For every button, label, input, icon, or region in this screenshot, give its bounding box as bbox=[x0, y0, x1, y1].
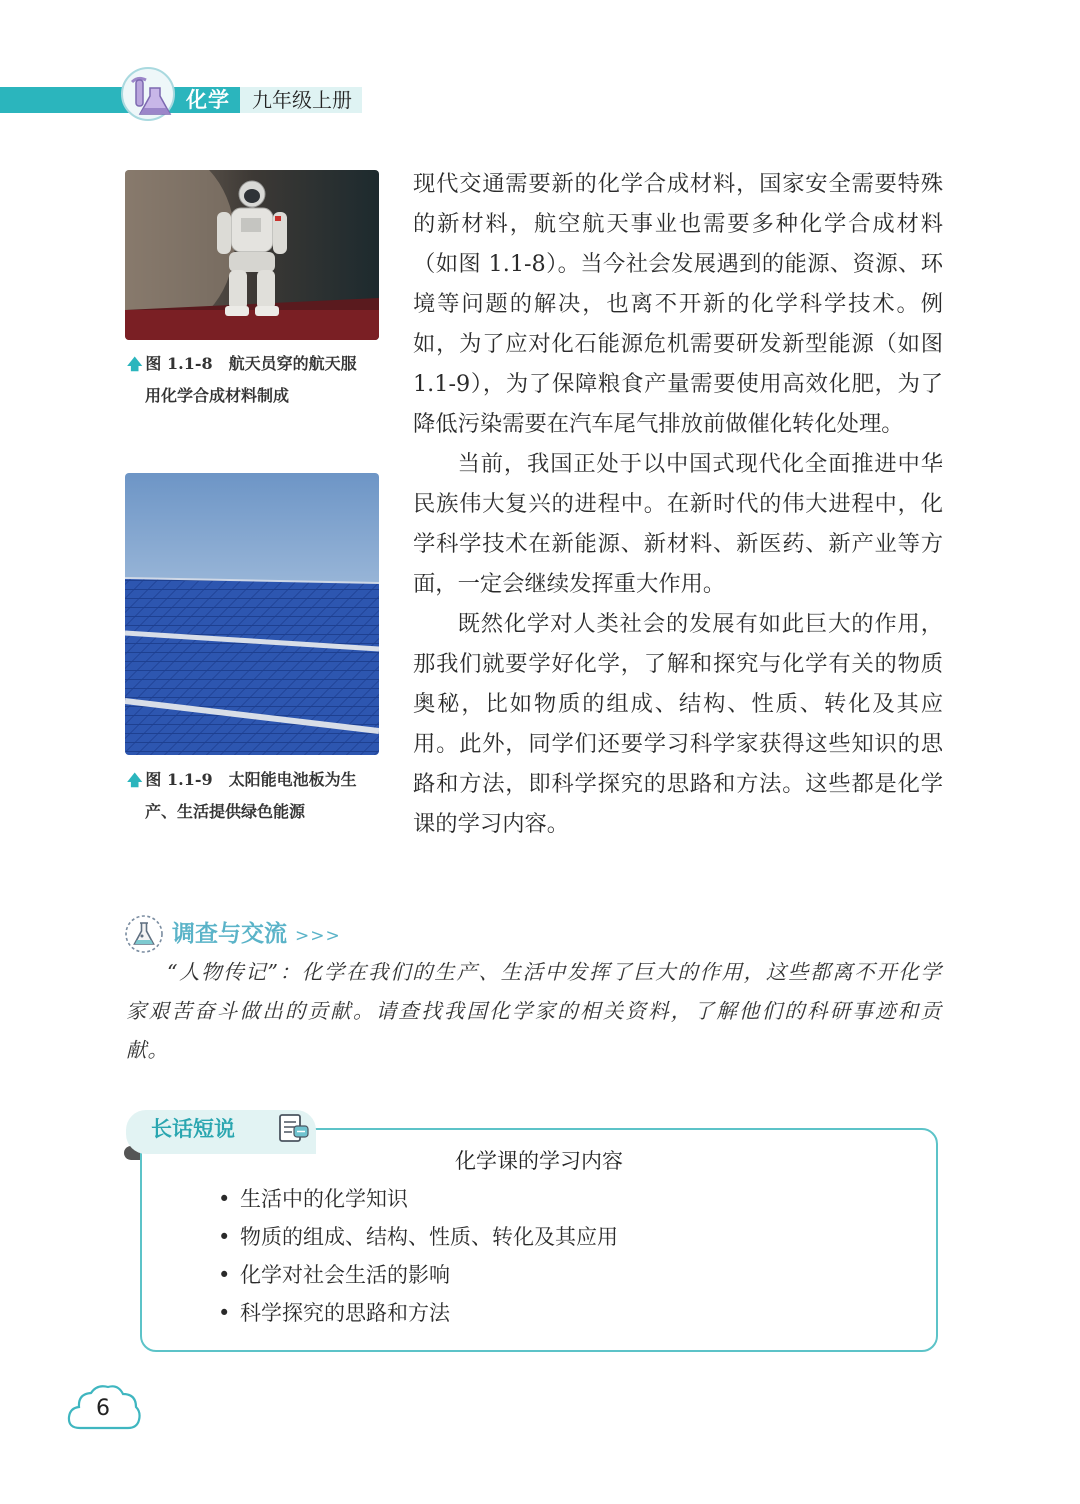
page-number: 6 bbox=[96, 1396, 110, 1421]
subject-label: 化学 bbox=[186, 88, 230, 112]
activity-chevrons: >>> bbox=[295, 926, 341, 946]
flask-icon bbox=[120, 66, 182, 122]
summary-list bbox=[218, 1180, 618, 1332]
caption-line-1: 图 1.1-9 太阳能电池板为生 bbox=[145, 770, 357, 789]
list-item: • 生活中的化学知识 bbox=[218, 1180, 618, 1218]
book-title: 九年级上册 bbox=[252, 88, 352, 112]
book-note-icon bbox=[275, 1110, 311, 1146]
list-item: • 科学探究的思路和方法 bbox=[218, 1294, 618, 1332]
body-text bbox=[413, 164, 943, 844]
figure-caption-2 bbox=[127, 764, 389, 827]
activity-text bbox=[126, 953, 942, 1070]
caption-line-2: 用化学合成材料制成 bbox=[145, 386, 290, 405]
list-item: • 物质的组成、结构、性质、转化及其应用 bbox=[218, 1218, 618, 1256]
flask-circle-icon bbox=[124, 914, 164, 954]
list-item: • 化学对社会生活的影响 bbox=[218, 1256, 618, 1294]
activity-title bbox=[172, 917, 341, 953]
solar-panels-photo bbox=[125, 473, 379, 755]
summary-title: 化学课的学习内容 bbox=[455, 1149, 623, 1173]
summary-label: 长话短说 bbox=[151, 1117, 235, 1141]
caption-arrow-icon: 🡅 bbox=[127, 355, 143, 373]
activity-paragraph: “人物传记”：化学在我们的生产、生活中发挥了巨大的作用，这些都离不开化学家艰苦奋斗做出的贡献。请查找我国化学家的相关资料，了解他们的科研事迹和贡献。 bbox=[126, 960, 942, 1062]
astronaut-spacesuit-photo bbox=[125, 170, 379, 340]
paragraph: 当前，我国正处于以中国式现代化全面推进中华民族伟大复兴的进程中。在新时代的伟大进程中，化学科学技术在新能源、新材料、新医药、新产业等方面，一定会继续发挥重大作用。 bbox=[413, 451, 943, 597]
caption-arrow-icon: 🡅 bbox=[127, 771, 143, 789]
activity-title-text: 调查与交流 bbox=[172, 921, 287, 947]
paragraph: 现代交通需要新的化学合成材料，国家安全需要特殊的新材料，航空航天事业也需要多种化学合成材料（如图 1.1-8）。当今社会发展遇到的能源、资源、环境等问题的解决，也离不开新的化学科学技术。例如，为了应对化石能源危机需要研发新型能源（如图 1.1-9），为了保障粮食产量需要使用高效化肥，为了降低污染需要在汽车尾气排放前做催化转化处理。 bbox=[413, 171, 943, 437]
figure-caption-1 bbox=[127, 348, 389, 411]
paragraph: 既然化学对人类社会的发展有如此巨大的作用，那我们就要学好化学，了解和探究与化学有关的物质奥秘，比如物质的组成、结构、性质、转化及其应用。此外，同学们还要学习科学家获得这些知识的思路和方法，即科学探究的思路和方法。这些都是化学课的学习内容。 bbox=[413, 611, 943, 837]
caption-line-2: 产、生活提供绿色能源 bbox=[145, 802, 306, 821]
caption-line-1: 图 1.1-8 航天员穿的航天服 bbox=[145, 354, 357, 373]
